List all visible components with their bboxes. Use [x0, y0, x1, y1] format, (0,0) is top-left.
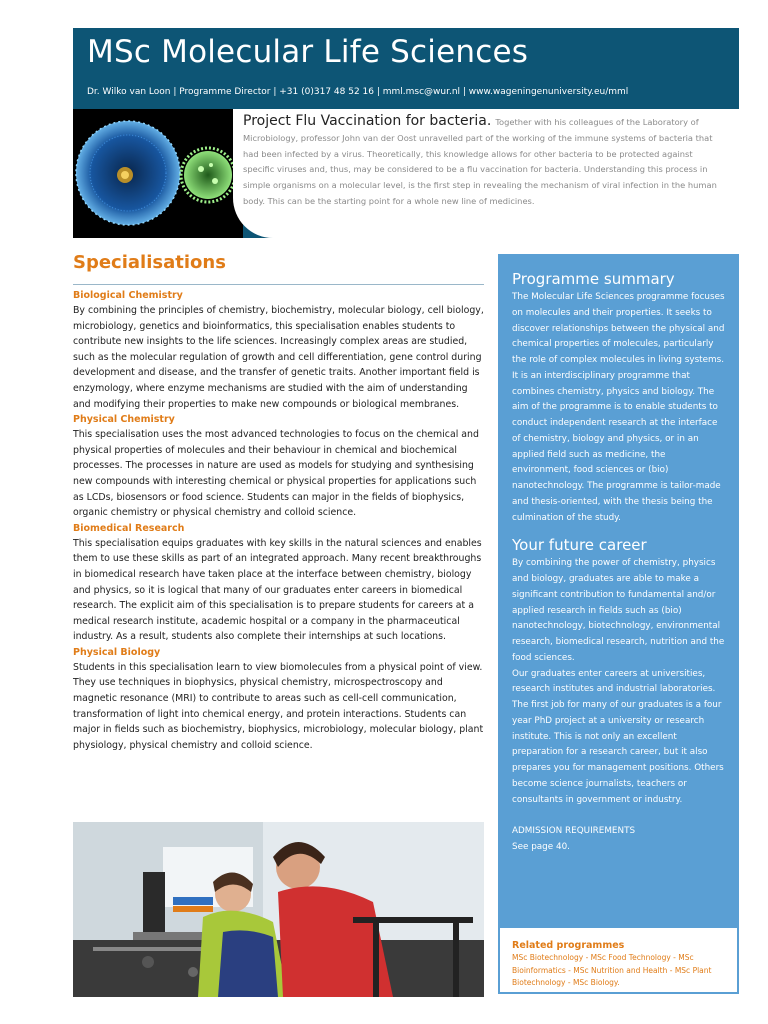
- virus-bacteria-illustration: [73, 109, 243, 238]
- feature-title: Project Flu Vaccination for bacteria.: [243, 113, 492, 129]
- section-divider: [73, 284, 484, 285]
- specialisation-heading: Physical Chemistry: [73, 414, 175, 426]
- page-header: [73, 28, 739, 109]
- feature-body: [243, 114, 721, 210]
- specialisations-section: [73, 250, 484, 753]
- feature-card: [233, 109, 739, 238]
- related-list: MSc Biotechnology - MSc Food Technology - MSc Bioinformatics - MSc Nutrition and Health - MSc Plant Biotechnology - MSc Biology.: [512, 953, 712, 987]
- programme-sidebar: [498, 254, 739, 928]
- page-title: MSc Molecular Life Sciences: [87, 34, 529, 70]
- career-text-2: Our graduates enter careers at universities, research institutes and industrial laboratories. The first job for many of our graduates is a four year PhD project at a university or research institute. This is not only an excellent preparation for a research career, but it also prepares you for management positions. Others become science journalists, teachers or consultants in government or industry.: [512, 668, 724, 805]
- lab-photo: [73, 822, 484, 997]
- summary-title: Programme summary: [512, 270, 675, 288]
- admission-label: ADMISSION REQUIREMENTS: [512, 826, 636, 837]
- specialisations-title: Specialisations: [73, 252, 226, 273]
- specialisation-text: This specialisation equips graduates with key skills in the natural sciences and enables them to use these skills as part of an integrated approach. Many recent breakthroughs in biomedical research have taken place at the interface between chemistry, biology and physics, so it is logical that many of our graduates enter careers in biomedical research. The explicit aim of this specialisation is to prepare students for careers at a medical research institute, academic hospital or a company in the pharmaceutical industry. As a result, students also complete their internships at such locations.: [73, 537, 482, 643]
- specialisation-text: Students in this specialisation learn to view biomolecules from a physical point of view. They use techniques in biophysics, physical chemistry, microspectroscopy and magnetic resonance (MRI) to contribute to areas such as cell-cell communication, transformation of light into chemical energy, and protein interactions. Students can major in fields such as biochemistry, biophysics, microbiology, molecular biology, plant physiology, physical chemistry and colloid science.: [73, 661, 484, 751]
- feature-banner: [73, 109, 739, 238]
- specialisation-text: By combining the principles of chemistry, biochemistry, molecular biology, cell biology, microbiology, genetics and bioinformatics, this specialisation enables students to contribute new insights to the life sciences. Increasingly complex areas are studied, such as the molecular regulation of growth and cell differentiation, gene control during development and disease, and the transfer of genetic traits. Another important field is enzymology, where enzyme mechanisms are studied with the aim of understanding and modifying their properties to make new compounds or biological membranes.: [73, 305, 484, 410]
- contact-line: Dr. Wilko van Loon | Programme Director | +31 (0)317 48 52 16 | mml.msc@wur.nl | www.wageningenuniversity.eu/mml: [87, 87, 629, 97]
- career-text-1: By combining the power of chemistry, physics and biology, graduates are able to make a significant contribution to fundamental and/or applied research in fields such as (bio) nanotechnology, biotechnology, environmental research, biomedical research, nutrition and the food sciences.: [512, 558, 725, 663]
- related-programmes-box: [498, 928, 739, 994]
- specialisation-heading: Biological Chemistry: [73, 290, 183, 301]
- specialisation-text: This specialisation uses the most advanced technologies to focus on the chemical and physical properties of molecules and their behaviour in chemical and biochemical processes. The processes in nature are used as models for studying and synthesising new compounds with interesting chemical or physical properties for applications such as LCDs, biosensors or food science. Students can major in the fields of biophysics, organic chemistry or physical chemistry and colloid science.: [73, 429, 479, 519]
- related-title: Related programmes: [512, 940, 625, 951]
- summary-text: The Molecular Life Sciences programme focuses on molecules and their properties. It seeks to discover relationships between the physical and chemical properties of molecules, particularly the role of complex molecules in living systems. It is an interdisciplinary programme that combines chemistry, physics and biology. The aim of the programme is to enable students to conduct independent research at the interface of chemistry, biology and physics, or in an applied field such as medicine, the environment, food sciences or (bio) nanotechnology. The programme is tailor-made and thesis-oriented, with the thesis being the culmination of the study.: [512, 292, 725, 523]
- specialisation-heading: Physical Biology: [73, 646, 161, 658]
- admission-text: See page 40.: [512, 842, 570, 852]
- career-title: Your future career: [512, 536, 647, 555]
- feature-text: Together with his colleagues of the Laboratory of Microbiology, professor John van der Oost unravelled part of the working of the immune systems of bacteria that had been infected by a virus. Theoretically, this knowledge allows for other bacteria to be protected against specific viruses and, thus, may be considered to be a flu vaccination for bacteria. Understanding this process in simple organisms on a molecular level, is the first step in revealing the mechanism of viral infection in the human body. This can be the starting point for a whole new line of medicines.: [243, 117, 717, 206]
- specialisation-heading: Biomedical Research: [73, 522, 185, 534]
